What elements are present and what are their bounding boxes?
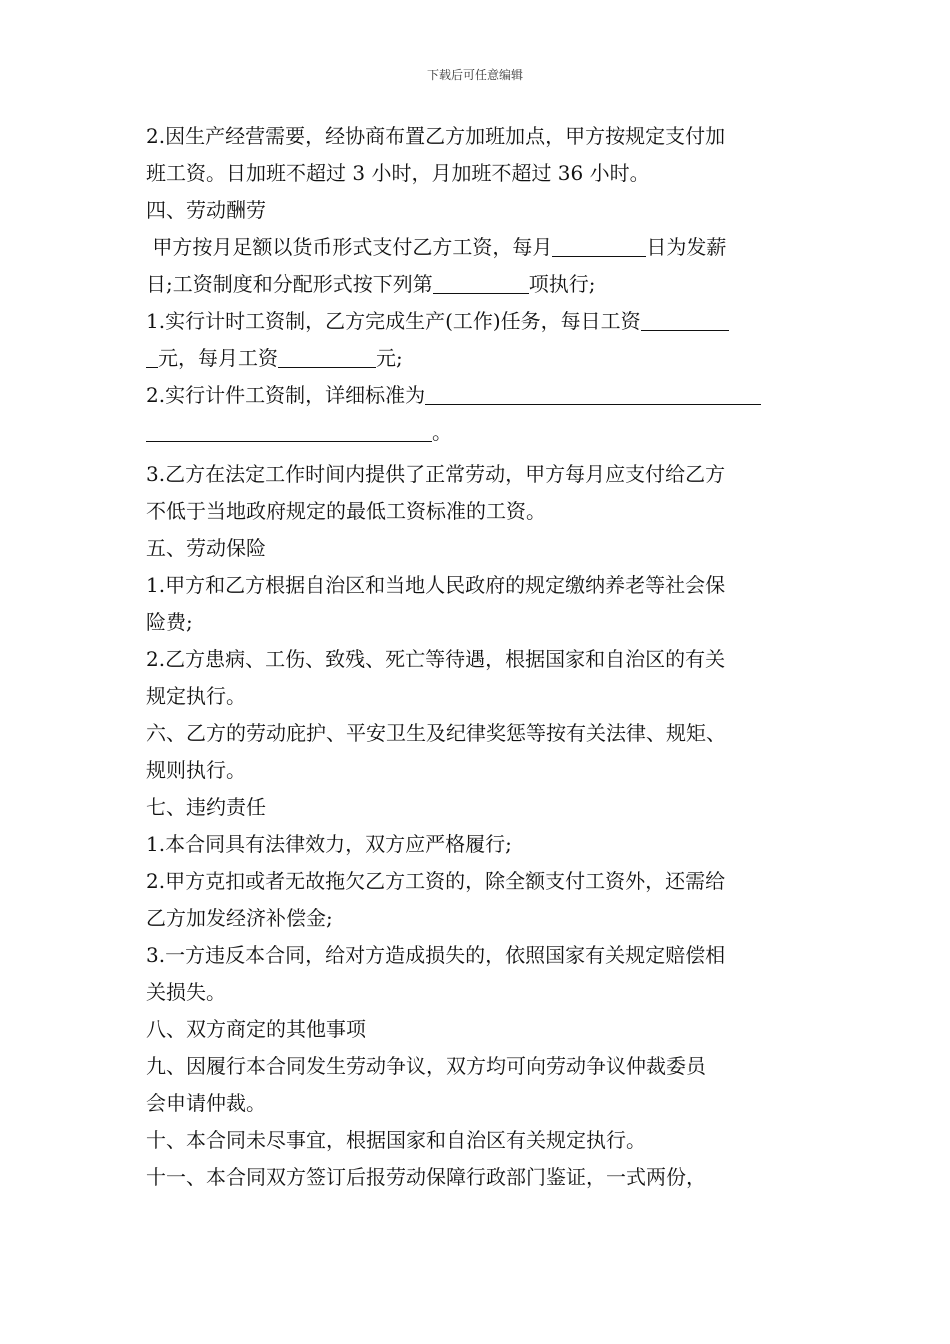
section-heading: 四、劳动酬劳 xyxy=(146,198,266,222)
paragraph-text: 元; xyxy=(376,346,403,370)
paragraph-line: 险费; xyxy=(146,610,193,634)
paragraph-line xyxy=(146,266,808,303)
section-heading: 十一、本合同双方签订后报劳动保障行政部门鉴证，一式两份， xyxy=(146,1165,706,1189)
paragraph-line: 规定执行。 xyxy=(146,684,246,708)
paragraph-line: 班工资。日加班不超过 3 小时，月加班不超过 36 小时。 xyxy=(146,161,650,185)
section-heading: 七、违约责任 xyxy=(146,795,266,819)
paragraph-line: 会申请仲裁。 xyxy=(146,1091,266,1115)
page-header: 下载后可任意编辑 xyxy=(426,68,523,82)
fill-in-blank-item-number[interactable] xyxy=(433,271,529,294)
paragraph-text: 日;工资制度和分配形式按下列第 xyxy=(146,272,433,296)
section-heading: 八、双方商定的其他事项 xyxy=(146,1017,366,1041)
paragraph-line xyxy=(146,229,808,266)
paragraph-text: 1.实行计时工资制，乙方完成生产(工作)任务，每日工资 xyxy=(146,309,641,333)
document-body xyxy=(146,118,808,1196)
paragraph-line: 规则执行。 xyxy=(146,758,246,782)
paragraph-line xyxy=(146,377,808,414)
paragraph-line: 3.乙方在法定工作时间内提供了正常劳动，甲方每月应支付给乙方 xyxy=(146,462,726,486)
paragraph-text: 日为发薪 xyxy=(646,235,727,259)
paragraph-line xyxy=(146,414,808,451)
paragraph-line: 2.甲方克扣或者无故拖欠乙方工资的，除全额支付工资外，还需给 xyxy=(146,869,726,893)
fill-in-blank-monthly-wage[interactable] xyxy=(278,345,376,368)
paragraph-line: 3.一方违反本合同，给对方造成损失的，依照国家有关规定赔偿相 xyxy=(146,943,726,967)
paragraph-text: 2.实行计件工资制，详细标准为 xyxy=(146,383,426,407)
paragraph-line: 乙方加发经济补偿金; xyxy=(146,906,333,930)
paragraph-text: 元，每月工资 xyxy=(158,346,278,370)
paragraph-text: 项执行; xyxy=(528,272,596,296)
section-heading: 六、乙方的劳动庇护、平安卫生及纪律奖惩等按有关法律、规矩、 xyxy=(146,721,726,745)
paragraph-line: 1.甲方和乙方根据自治区和当地人民政府的规定缴纳养老等社会保 xyxy=(146,573,726,597)
fill-in-blank-daily-wage[interactable] xyxy=(641,308,729,331)
paragraph-line xyxy=(146,303,808,340)
paragraph-line xyxy=(146,340,808,377)
paragraph-line: 2.乙方患病、工伤、致残、死亡等待遇，根据国家和自治区的有关 xyxy=(146,647,726,671)
fill-in-blank-daily-wage-cont[interactable] xyxy=(146,345,158,368)
paragraph-text: 。 xyxy=(432,420,452,444)
section-heading: 九、因履行本合同发生劳动争议，双方均可向劳动争议仲裁委员 xyxy=(146,1054,706,1078)
section-heading: 五、劳动保险 xyxy=(146,536,266,560)
paragraph-text: 甲方按月足额以货币形式支付乙方工资，每月 xyxy=(152,235,553,259)
paragraph-line: 关损失。 xyxy=(146,980,226,1004)
fill-in-blank-piece-rate[interactable] xyxy=(425,382,761,405)
paragraph-line: 2.因生产经营需要，经协商布置乙方加班加点，甲方按规定支付加 xyxy=(146,124,726,148)
section-heading: 十、本合同未尽事宜，根据国家和自治区有关规定执行。 xyxy=(146,1128,646,1152)
paragraph-line: 不低于当地政府规定的最低工资标准的工资。 xyxy=(146,499,546,523)
paragraph-line: 1.本合同具有法律效力，双方应严格履行; xyxy=(146,832,512,856)
fill-in-blank-piece-rate-cont[interactable] xyxy=(146,419,432,442)
fill-in-blank-payday[interactable] xyxy=(552,234,646,257)
